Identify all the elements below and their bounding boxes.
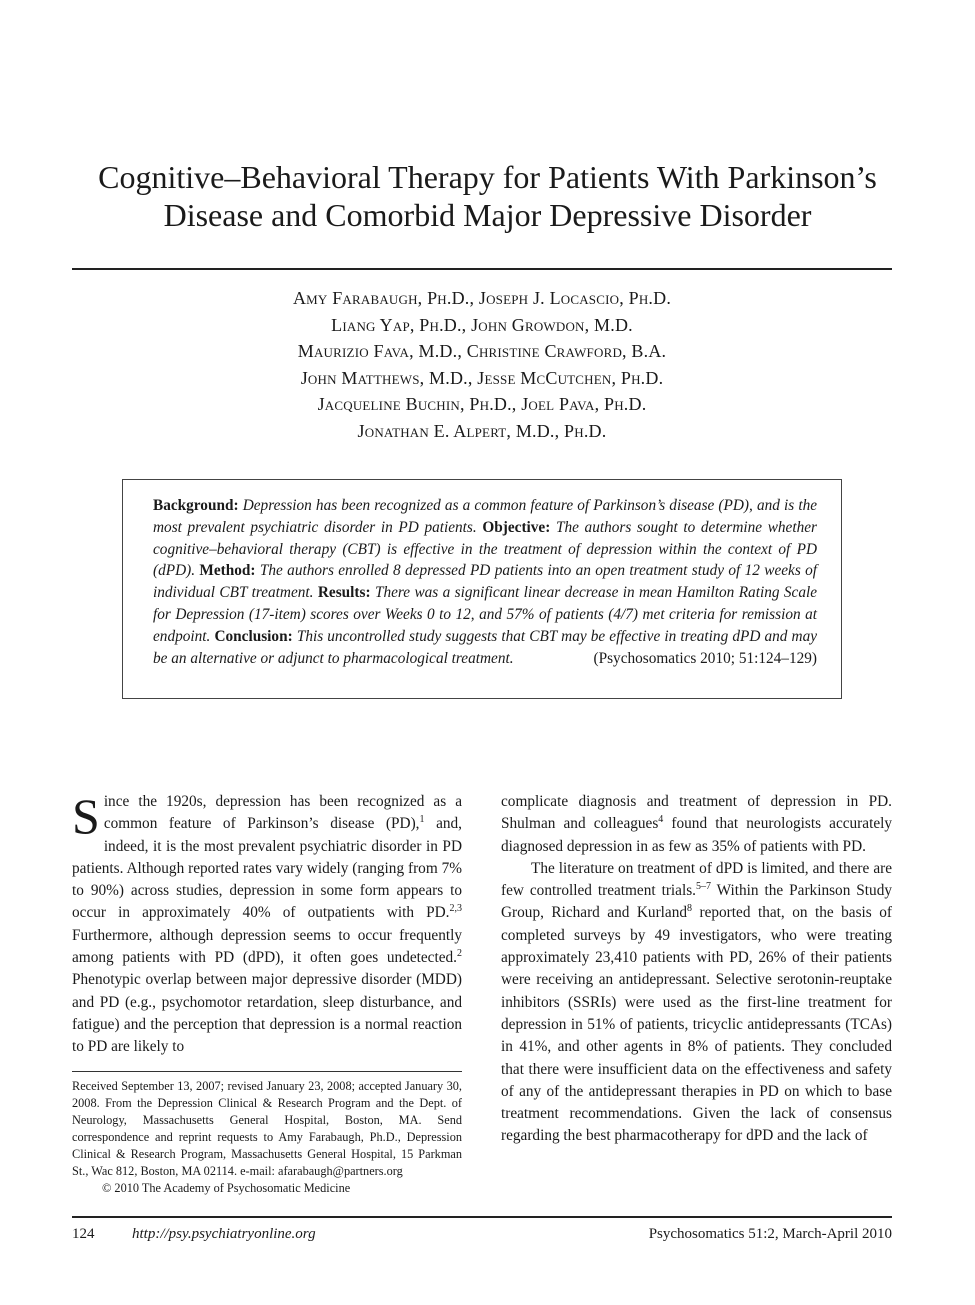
abstract-results-text: There was a significant linear decrease in mean Hamilton Rating Scale for Depression (17-item) scores over Weeks 0 to 12, and 57% of patients (4/7) met criteria for remission at endpoint.	[153, 584, 818, 645]
author-line: Amy Farabaugh, Ph.D., Joseph J. Locascio, Ph.D.	[292, 288, 672, 308]
body-text: ince the 1920s, depression has been recognized as a common feature of Parkinson’s disease (PD),	[103, 793, 462, 833]
abstract-conclusion-text: This uncontrolled study suggests that CBT may be effective in treating dPD and may be an alternative or adjunct to pharmacological treatment.	[153, 627, 818, 667]
footnote-rule	[72, 1071, 462, 1072]
author-line: John Matthews, M.D., Jesse McCutchen, Ph.D.	[300, 367, 664, 388]
body-text: The literature on treatment of dPD is limited, and there are few controlled treatment trials.	[501, 859, 892, 900]
footer-rule	[72, 1216, 892, 1218]
footnote	[72, 1078, 462, 1197]
body-text: complicate diagnosis and treatment of depression in PD. Shulman and colleagues	[501, 793, 892, 833]
body-text: Phenotypic overlap between major depressive disorder (MDD) and PD (e.g., psychomotor retardation, sleep disturbance, and fatigue) and the perception that depression is a normal reaction to PD are likely to	[72, 971, 462, 1056]
footnote-text: Received September 13, 2007; revised January 23, 2008; accepted January 30, 2008. From the Depression Clinical & Research Program and the Dept. of Neurology, Massachusetts General Hospital, Boston, MA. Send correspondence and reprint requests to Amy Farabaugh, Ph.D., Depression Clinical & Research Program, Massachusetts General Hospital, 15 Parkman St., Wac 812, Boston, MA 02114. e-mail: afarabaugh@partners.org	[72, 1079, 462, 1178]
body-text: found that neurologists accurately diagnosed depression in as few as 35% of patients with PD.	[501, 815, 893, 855]
body-paragraph	[72, 788, 462, 1059]
abstract-method-text: The authors enrolled 8 depressed PD patients into an open treatment study of 12 weeks of individual CBT treatment.	[153, 562, 818, 602]
body-text: reported that, on the basis of completed surveys by 49 investigators, who were treating approximately 23,410 patients with PD, 26% of their patients were receiving an antidepressant. Selective serotonin-reuptake inhibitors (SSRIs) were used as the first-line treatment for depression in 51% of patients, tricyclic antidepressants (TCAs) in 41%, and other agents in 8% of patients. They concluded that there were insufficient data on the effectiveness and safety of any of the antidepressant therapies in PD on which to base treatment recommendations. Given the lack of consensus regarding the best pharmacotherapy for dPD and the lack of	[501, 904, 892, 1145]
reference-superscript[interactable]: 1	[419, 814, 425, 826]
title-line-2: Disease and Comorbid Major Depressive Disorder	[163, 197, 812, 233]
body-text: Within the Parkinson Study Group, Richard and Kurland	[501, 882, 892, 922]
body-column-right	[501, 791, 892, 1148]
author-line: Jacqueline Buchin, Ph.D., Joel Pava, Ph.D.	[317, 394, 647, 415]
author-line: Maurizio Fava, M.D., Christine Crawford, B.A.	[297, 341, 667, 362]
body-paragraph	[501, 791, 892, 858]
reference-superscript[interactable]: 8	[687, 903, 693, 915]
drop-cap: S	[72, 788, 100, 844]
journal-issue: Psychosomatics 51:2, March-April 2010	[648, 1226, 892, 1242]
abstract-citation: (Psychosomatics 2010; 51:124–129)	[593, 649, 817, 667]
title-line-1: Cognitive–Behavioral Therapy for Patients With Parkinson’s	[98, 159, 877, 195]
page-number: 124	[72, 1226, 95, 1242]
copyright-notice: © 2010 The Academy of Psychosomatic Medicine	[102, 1181, 351, 1195]
abstract-conclusion-label: Conclusion:	[214, 627, 293, 645]
author-list	[72, 285, 892, 445]
journal-url-link[interactable]: http://psy.psychiatryonline.org	[132, 1226, 316, 1242]
reference-superscript[interactable]: 4	[658, 814, 664, 826]
abstract-results-label: Results:	[317, 584, 371, 602]
page-footer	[72, 1223, 892, 1245]
title-rule	[72, 268, 892, 270]
reference-superscript[interactable]: 2,3	[449, 903, 462, 915]
author-line: Jonathan E. Alpert, M.D., Ph.D.	[357, 420, 607, 441]
body-paragraph	[501, 858, 892, 1148]
abstract-method-label: Method:	[199, 562, 256, 580]
body-column-left	[72, 788, 462, 1059]
abstract-objective-text: The authors sought to determine whether cognitive–behavioral therapy (CBT) is effective in the treatment of depression within the context of PD (dPD).	[153, 518, 817, 580]
author-line: Liang Yap, Ph.D., John Growdon, M.D.	[331, 314, 633, 335]
reference-superscript[interactable]: 2	[457, 948, 462, 960]
abstract-objective-label: Objective:	[482, 518, 551, 536]
reference-superscript[interactable]: 5–7	[696, 881, 711, 893]
abstract-background-label: Background:	[153, 497, 239, 514]
body-text: Furthermore, although depression seems to occur frequently among patients with PD (dPD), it often goes undetected.	[72, 926, 462, 967]
article-title	[60, 158, 915, 234]
body-text: and, indeed, it is the most prevalent psychiatric disorder in PD patients. Although reported rates vary widely (ranging from 7% to 90%) across studies, depression in some form appears to occur in approximately 40% of outpatients with PD.	[72, 815, 462, 922]
abstract-background-text: Depression has been recognized as a common feature of Parkinson’s disease (PD), and is the most prevalent psychiatric disorder in PD patients.	[153, 497, 818, 536]
abstract-box	[122, 479, 842, 699]
